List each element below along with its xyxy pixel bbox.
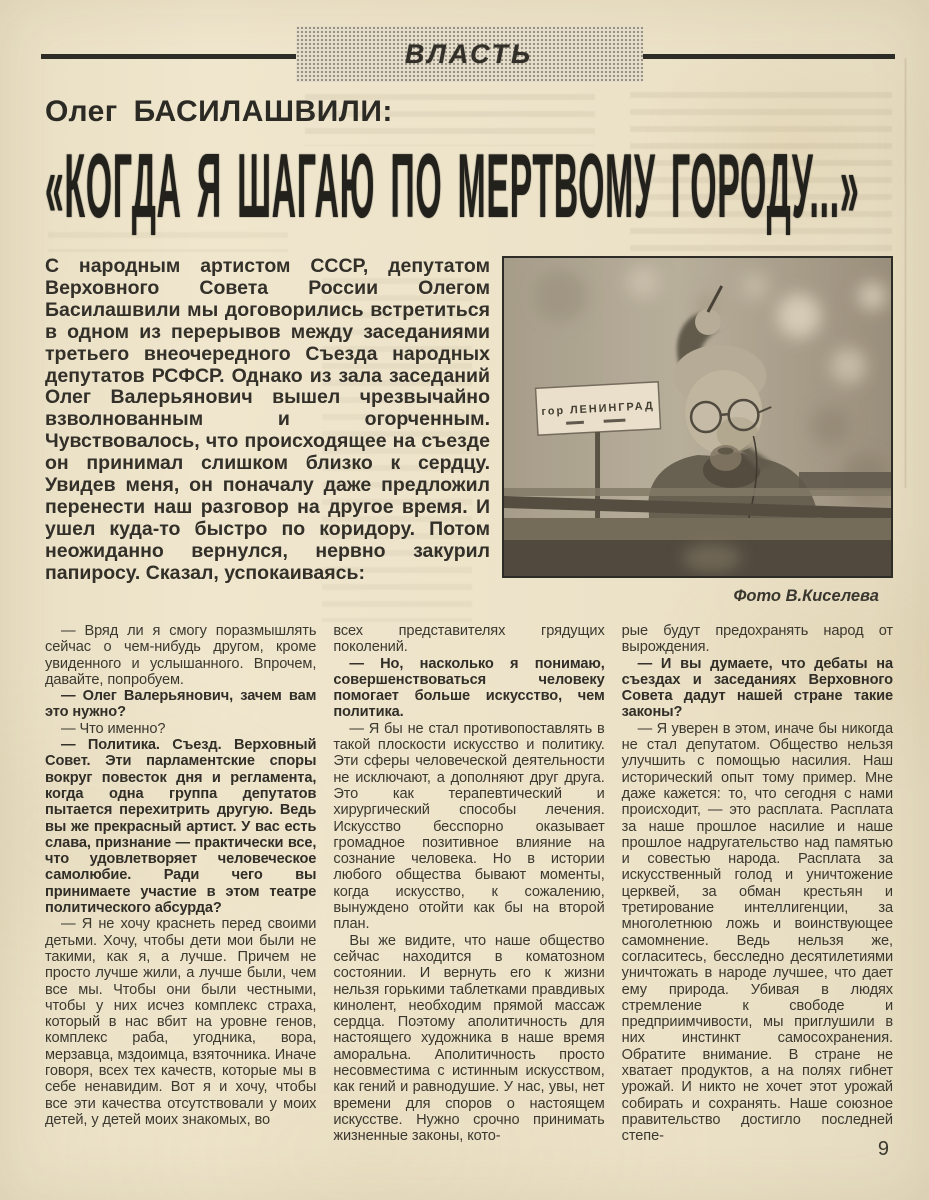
body-paragraph: — Но, насколько я понимаю, совершенствоваться человеку помогает больше искусство, чем политика. xyxy=(333,655,605,721)
body-paragraph: — Политика. Съезд. Верховный Совет. Эти парламентские споры вокруг повесток дня и регламента, когда одна группа депутатов пытается перехитрить другую. Ведь вы же прекрасный артист. У вас есть слава, признание — практически все, что удовлетворяет человеческое самолюбие. Ради чего вы принимаете участие в этом театре политического абсурда? xyxy=(45,737,317,917)
article-headline: «КОГДА Я ШАГАЮ ПО МЕРТВОМУ ГОРОДУ...» xyxy=(45,137,860,238)
photo-block xyxy=(502,256,893,606)
section-title: ВЛАСТЬ xyxy=(404,38,534,69)
lead-section xyxy=(45,256,893,606)
body-paragraph: — Олег Валерьянович, зачем вам это нужно? xyxy=(45,688,317,721)
body-column-3 xyxy=(622,623,893,1145)
photo-credit: Фото В.Киселева xyxy=(733,587,879,605)
body-paragraph: рые будут предохранять народ от вырождения. xyxy=(621,623,893,656)
body-paragraph: — Что именно? xyxy=(61,720,166,737)
body-paragraph: — Я бы не стал противопоставлять в такой плоскости искусство и политику. Эти сферы человеческой деятельности не исключают, а дополняют друг друга. Это как терапевтический и хирургический способы лечения. Искусство бесспорно оказывает громадное позитивное влияние на сознание человека. Но в истории любого общества бывают моменты, когда искусство, к сожалению, вынуждено отойти как бы на второй план. xyxy=(333,720,605,933)
body-column-1 xyxy=(45,623,316,1145)
article-kicker: Олег БАСИЛАШВИЛИ: xyxy=(45,95,393,128)
desk-sign-label: гор ЛЕНИНГРАД xyxy=(541,399,655,419)
lead-paragraph: С народным артистом СССР, депутатом Верховного Совета России Олегом Басилашвили мы договорились встретиться в одном из перерывов между заседаниями третьего внеочередного Съезда народных депутатов РСФСР. Однако из зала заседаний Олег Валерьянович вышел чрезвычайно взволнованным и огорченным. Чувствовалось, что происходящее на съезде он принимал слишком близко к сердцу. Увидев меня, он поначалу даже предложил перенести наш разговор на другое время. И ушел куда-то быстро по коридору. Потом неожиданно вернулся, нервно закурил папиросу. Сказал, успокаиваясь: xyxy=(45,255,490,584)
body-paragraph: — И вы думаете, что дебаты на съездах и заседаниях Верховного Совета дадут нашей стране такие законы? xyxy=(621,655,893,721)
body-paragraph: всех представителях грядущих поколений. xyxy=(333,623,605,656)
section-banner xyxy=(296,26,643,82)
headline-wrap xyxy=(45,137,893,243)
article-photo xyxy=(502,256,893,578)
body-paragraph: — Я уверен в этом, иначе бы никогда не стал депутатом. Общество нельзя улучшить с помощью насилия. Наш исторический опыт тому пример. Мне даже кажется: то, что сегодня с нами происходит, — это расплата. Расплата за наше прошлое насилие и наше прошлое надругательство над памятью и совестью народа. Расплата за искусственный голод и уничтожение церквей, за обман крестьян и третирование интеллигенции, за многолетнюю ложь и воинствующее самомнение. Ведь нельзя же, согласитесь, бесследно десятилетиями уничтожать в народе лучшее, что дает ему природа. Убивая в людях стремление к свободе и предприимчивости, мы приглушили в них инстинкт самосохранения. Обратите внимание. В стране не хватает продуктов, а на полях гибнет урожай. И никто не хочет этот урожай собирать и сохранять. Наше союзное правительство достигло последней степе- xyxy=(621,720,893,1145)
section-header xyxy=(45,28,893,86)
body-paragraph: Вы же видите, что наше общество сейчас находится в коматозном состоянии. И вернуть его к жизни нельзя горькими таблетками правдивых кинолент, необходим прямой массаж сердца. Поэтому аполитичность для настоящего художника в наше время аморальна. Аполитичность просто несовместима с истинным искусством, как гений и равнодушие. У нас, увы, нет времени для споров о настоящем искусстве. Нужно срочно принимать жизненные законы, кото- xyxy=(333,932,605,1145)
photo-sepia-overlay xyxy=(504,258,891,576)
body-column-2 xyxy=(333,623,604,1145)
body-paragraph: — Вряд ли я смогу поразмышлять сейчас о чем-нибудь другом, кроме увиденного и услышанного. Впрочем, давайте, попробуем. xyxy=(45,623,317,688)
photo-illustration xyxy=(504,258,891,576)
body-columns xyxy=(45,623,893,1145)
body-paragraph: — Я не хочу краснеть перед своими детьми. Хочу, чтобы дети мои были не такими, как я, а лучше. Причем не просто лучше жили, а лучше были, чем все мы. Чтобы они были честными, чтобы у них исчез комплекс страха, который в нас вбит на уровне генов, комплекс раба, угодника, вора, мерзавца, мздоимца, взяточника. Иначе говоря, всех тех качеств, которые мы в себе ненавидим. Вот я и хочу, чтобы все эти качества отсутствовали у моих детей, у детей моих знакомых, во xyxy=(45,916,317,1128)
page-number: 9 xyxy=(877,1138,889,1160)
